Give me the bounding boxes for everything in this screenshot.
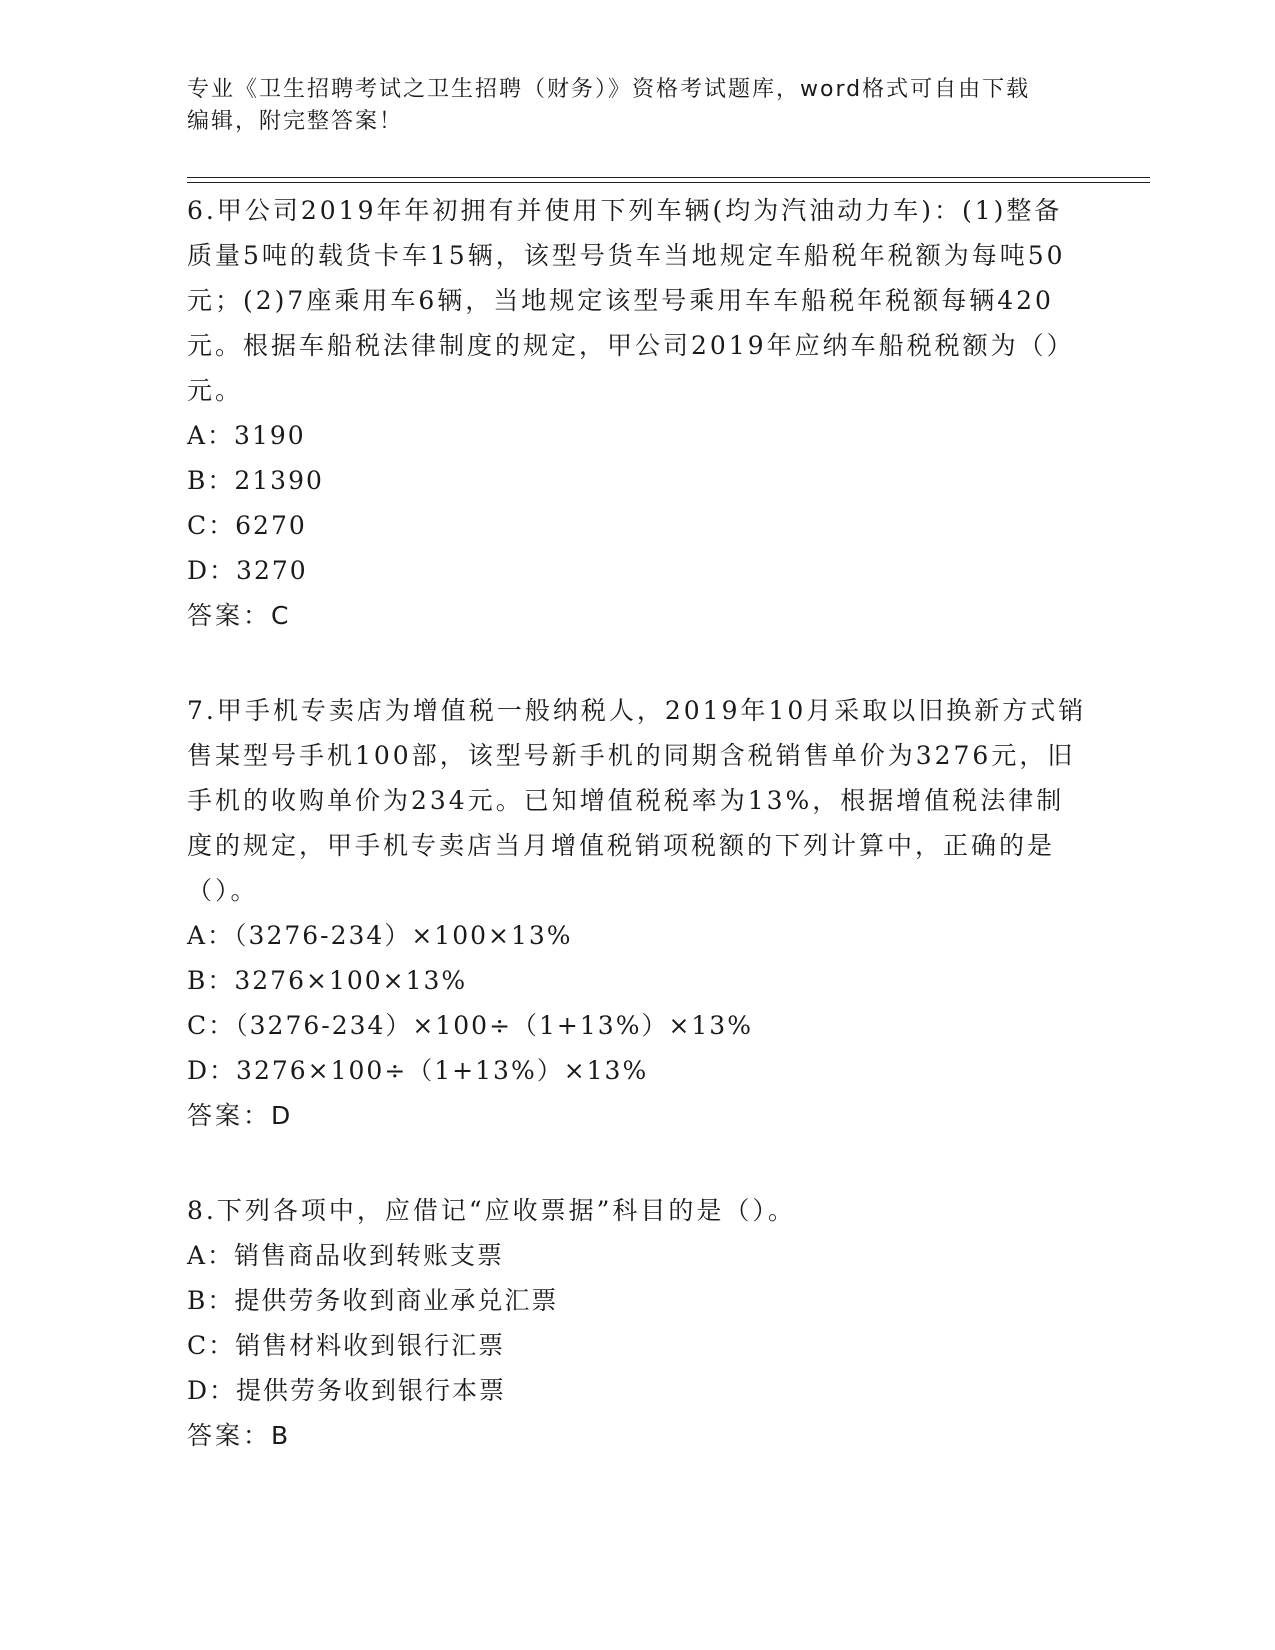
question-8 bbox=[187, 1188, 1087, 1458]
option-c: C：销售材料收到银行汇票 bbox=[187, 1331, 506, 1360]
question-6 bbox=[187, 188, 1087, 638]
option-b: B：21390 bbox=[187, 466, 324, 495]
option-a: A：销售商品收到转账支票 bbox=[187, 1241, 505, 1270]
question-stem: 6.甲公司2019年年初拥有并使用下列车辆(均为汽油动力车)：(1)整备质量5吨的载货卡车15辆，该型号货车当地规定车船税年税额为每吨50元；(2)7座乘用车6辆，当地规定该型号乘用车车船税年税额每辆420元。根据车船税法律制度的规定，甲公司2019年应纳车船税税额为（）元。 bbox=[187, 196, 1075, 405]
document-header bbox=[187, 74, 1087, 138]
question-stem: 7.甲手机专卖店为增值税一般纳税人，2019年10月采取以旧换新方式销售某型号手机100部，该型号新手机的同期含税销售单价为3276元，旧手机的收购单价为234元。已知增值税税率为13%，根据增值税法律制度的规定，甲手机专卖店当月增值税销项税额的下列计算中，正确的是（）。 bbox=[187, 696, 1087, 905]
option-d: D：3276×100÷（1+13%）×13% bbox=[187, 1056, 649, 1085]
option-c: C：（3276-234）×100÷（1+13%）×13% bbox=[187, 1011, 753, 1040]
answer: 答案：D bbox=[187, 1101, 294, 1130]
option-a: A：（3276-234）×100×13% bbox=[187, 921, 573, 950]
question-stem: 8.下列各项中，应借记“应收票据”科目的是（）。 bbox=[187, 1196, 796, 1225]
header-line-2: 编辑，附完整答案！ bbox=[187, 109, 404, 134]
option-d: D：提供劳务收到银行本票 bbox=[187, 1376, 507, 1405]
header-line-1: 专业《卫生招聘考试之卫生招聘（财务）》资格考试题库，word格式可自由下载 bbox=[187, 77, 1031, 102]
header-divider-top bbox=[187, 177, 1150, 178]
option-a: A：3190 bbox=[187, 421, 306, 450]
option-b: B：3276×100×13% bbox=[187, 966, 468, 995]
option-b: B：提供劳务收到商业承兑汇票 bbox=[187, 1286, 559, 1315]
option-d: D：3270 bbox=[187, 556, 308, 585]
header-divider-bottom bbox=[187, 182, 1150, 183]
question-7 bbox=[187, 688, 1087, 1138]
answer: 答案：B bbox=[187, 1421, 292, 1450]
option-c: C：6270 bbox=[187, 511, 307, 540]
answer: 答案：C bbox=[187, 601, 292, 630]
